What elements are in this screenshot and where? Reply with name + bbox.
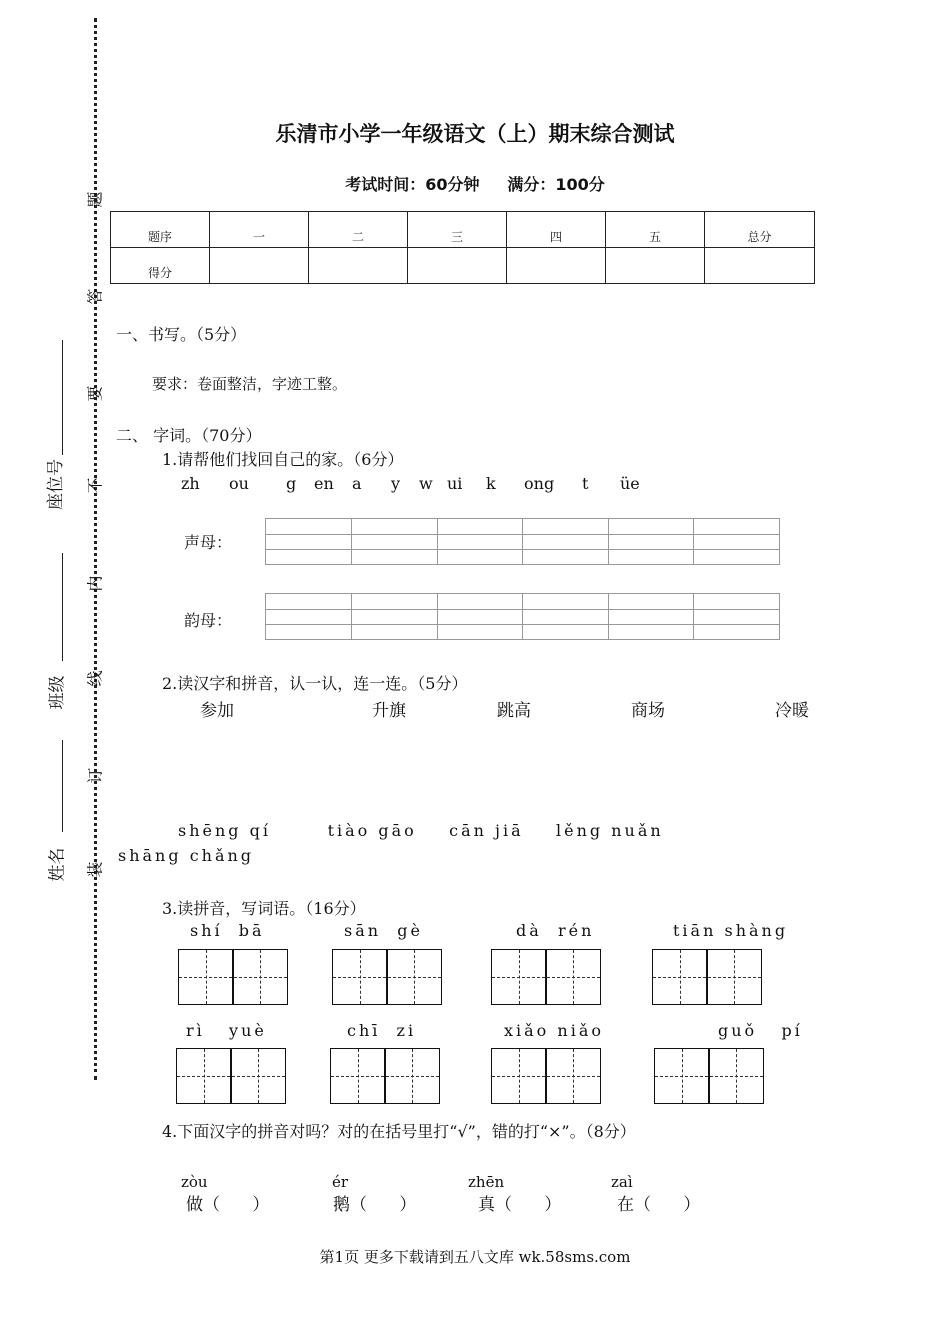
- table-header: 题序: [111, 212, 210, 248]
- q3-title: 3.读拼音，写词语。（16分）: [162, 899, 366, 918]
- letter: en: [314, 474, 334, 493]
- seal-char-8: 装: [85, 861, 105, 878]
- q4-answer-item[interactable]: 做（ ）: [186, 1195, 270, 1215]
- letter: y: [391, 474, 401, 493]
- letter: ui: [447, 474, 463, 493]
- yunmu-label: 韵母：: [184, 611, 233, 630]
- table-header: 四: [507, 212, 606, 248]
- letter: zh: [181, 474, 200, 493]
- score-cell[interactable]: [210, 248, 309, 284]
- table-header: 二: [309, 212, 408, 248]
- letter: g: [286, 474, 297, 493]
- q4-title: 4.下面汉字的拼音对吗？对的在括号里打“√”，错的打“×”。（8分）: [162, 1122, 636, 1141]
- shengmu-writing-grid[interactable]: [265, 518, 780, 565]
- q3-pinyin: sān gè: [344, 921, 423, 940]
- q4-pinyin: ér: [332, 1173, 349, 1191]
- letter: ong: [524, 474, 555, 493]
- q4-pinyin: zhēn: [468, 1173, 505, 1191]
- page-footer: 第1页 更多下载请到五八文库 wk.58sms.com: [319, 1248, 631, 1266]
- page-title: 乐清市小学一年级语文（上）期末综合测试: [275, 122, 675, 146]
- word-item: 跳高: [497, 701, 531, 721]
- section2-heading: 二、 字词。（70分）: [116, 426, 262, 445]
- score-cell[interactable]: [408, 248, 507, 284]
- score-table: [110, 211, 815, 284]
- q2-title: 2.读汉字和拼音，认一认，连一连。（5分）: [162, 674, 468, 693]
- q4-answer-item[interactable]: 鹅（ ）: [333, 1195, 417, 1215]
- seal-char-5: 内: [85, 575, 105, 592]
- score-cell[interactable]: [507, 248, 606, 284]
- table-header: 一: [210, 212, 309, 248]
- tianzige-box[interactable]: [491, 949, 601, 1005]
- name-label: 姓名: [47, 847, 68, 882]
- q4-pinyin: zòu: [181, 1173, 208, 1191]
- q3-pinyin: chī zi: [347, 1021, 417, 1040]
- table-header: 三: [408, 212, 507, 248]
- seal-char-3: 要: [85, 385, 105, 402]
- q3-pinyin: dà rén: [516, 921, 595, 940]
- tianzige-box[interactable]: [178, 949, 288, 1005]
- letter: t: [582, 474, 589, 493]
- word-item: 升旗: [372, 701, 406, 721]
- score-cell[interactable]: [705, 248, 815, 284]
- letter: üe: [620, 474, 640, 493]
- seal-char-4: 不: [85, 477, 105, 494]
- letter: k: [486, 474, 496, 493]
- q3-pinyin: xiǎo niǎo: [504, 1021, 604, 1040]
- seat-number-label: 座位号: [46, 459, 66, 510]
- letter: w: [419, 474, 433, 493]
- q2-pinyin-line1: shēng qí tiào gāo cān jiā lěng nuǎn: [178, 821, 664, 840]
- q3-pinyin: shí bā: [190, 921, 265, 940]
- score-cell[interactable]: [309, 248, 408, 284]
- word-item: 参加: [200, 701, 234, 721]
- q4-pinyin: zaì: [611, 1173, 633, 1191]
- table-header: 五: [606, 212, 705, 248]
- q2-pinyin-line2: shāng chǎng: [118, 846, 255, 865]
- seal-char-7: 订: [85, 767, 105, 784]
- tianzige-box[interactable]: [176, 1048, 286, 1104]
- tianzige-box[interactable]: [652, 949, 762, 1005]
- exam-info: 考试时间：60分钟 满分：100分: [345, 175, 605, 194]
- q4-answer-item[interactable]: 在（ ）: [617, 1195, 701, 1215]
- score-cell[interactable]: [606, 248, 705, 284]
- q1-title: 1.请帮他们找回自己的家。（6分）: [162, 450, 404, 469]
- seal-char-6: 线: [85, 670, 105, 687]
- letter: a: [352, 474, 362, 493]
- word-item: 冷暖: [775, 701, 809, 721]
- table-header: 总分: [705, 212, 815, 248]
- section1-heading: 一、书写。（5分）: [116, 325, 247, 344]
- seal-char-2: 答: [85, 288, 105, 305]
- class-line: [62, 553, 63, 661]
- name-line: [62, 740, 63, 832]
- class-label: 班级: [47, 675, 68, 710]
- seat-number-line: [62, 340, 63, 455]
- tianzige-box[interactable]: [330, 1048, 440, 1104]
- q4-answer-item[interactable]: 真（ ）: [478, 1195, 562, 1215]
- q3-pinyin: guǒ pí: [718, 1021, 803, 1040]
- word-item: 商场: [631, 701, 665, 721]
- tianzige-box[interactable]: [491, 1048, 601, 1104]
- q3-pinyin: rì yuè: [186, 1021, 267, 1040]
- seal-char-1: 题: [85, 191, 105, 208]
- section1-requirement: 要求：卷面整洁，字迹工整。: [152, 375, 348, 393]
- tianzige-box[interactable]: [332, 949, 442, 1005]
- score-row-label: 得分: [111, 248, 210, 284]
- letter: ou: [229, 474, 249, 493]
- yunmu-writing-grid[interactable]: [265, 593, 780, 640]
- tianzige-box[interactable]: [654, 1048, 764, 1104]
- q3-pinyin: tiān shàng: [673, 921, 789, 940]
- shengmu-label: 声母：: [184, 533, 233, 552]
